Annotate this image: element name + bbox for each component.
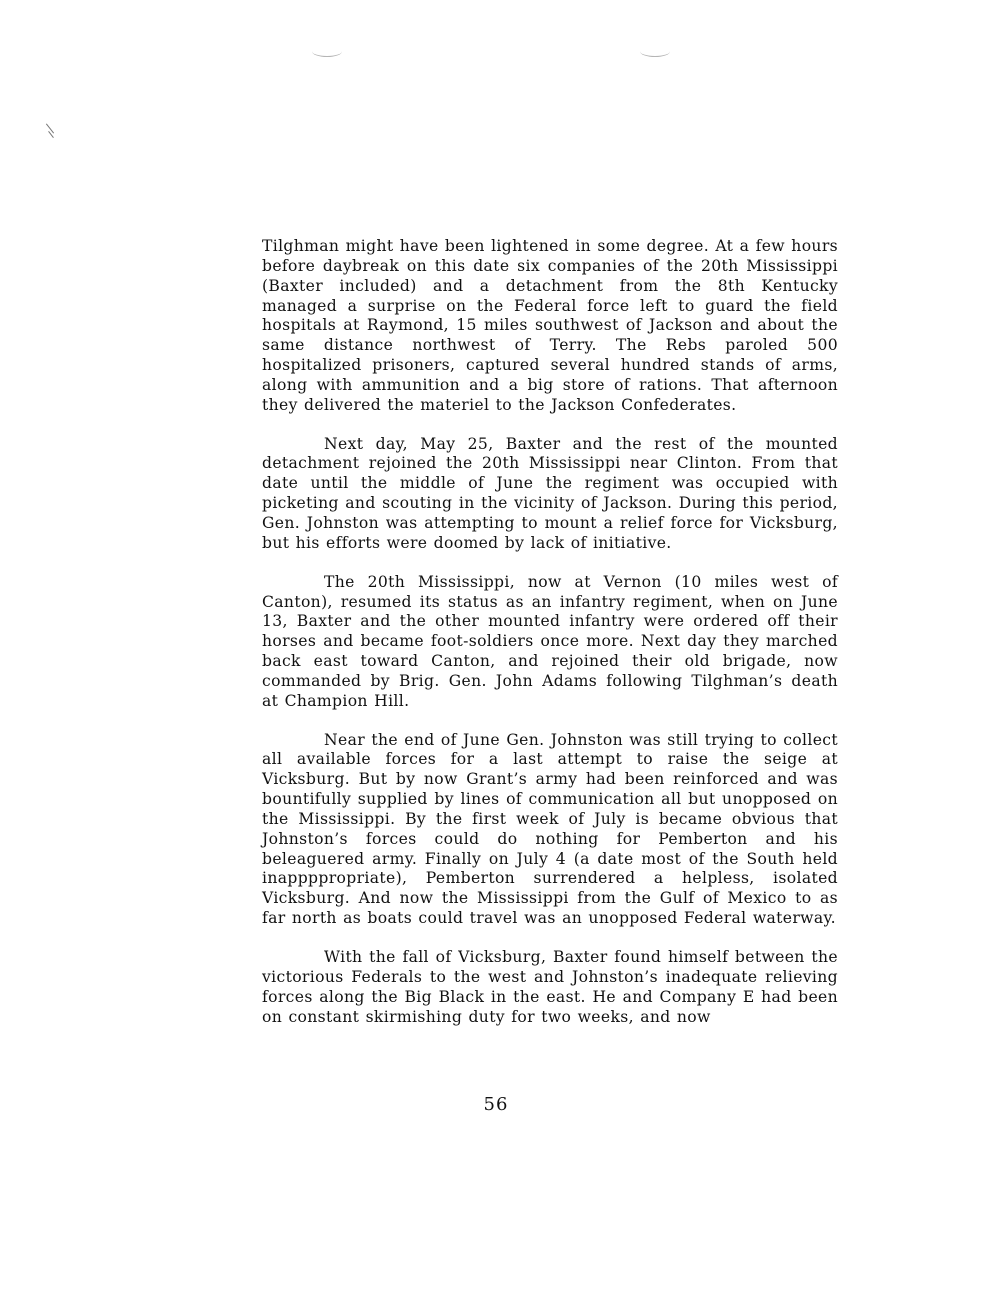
paragraph-continued: Tilghman might have been lightened in some degree. At a few hours before daybreak on this date six companies of the 20th Mississippi (Baxter included) and a detachment from the 8th Kentucky managed a surprise on the Federal force left to guard the field hospitals at Raymond, 15 miles southwest of Jackson and about the same distance northwest of Terry. The Rebs paroled 500 hospitalized prisoners, captured several hundred stands of arms, along with ammunition and a big store of rations. That afternoon they delivered the materiel to the Jackson Confederates. bbox=[262, 237, 838, 414]
paragraph: Next day, May 25, Baxter and the rest of the mounted detachment rejoined the 20th Mississippi near Clinton. From that date until the middle of June the regiment was occupied with picketing and scouting in the vicinity of Jackson. During this period, Gen. Johnston was attempting to mount a relief force for Vicksburg, but his efforts were doomed by lack of initiative. bbox=[262, 434, 838, 552]
body-text bbox=[262, 237, 838, 1046]
paragraph: The 20th Mississippi, now at Vernon (10 miles west of Canton), resumed its status as an infantry regiment, when on June 13, Baxter and the other mounted infantry were ordered off their horses and became foot-soldiers once more. Next day they marched back east toward Canton, and rejoined their old brigade, now commanded by Brig. Gen. John Adams following Tilghman’s death at Champion Hill. bbox=[262, 572, 838, 710]
scan-mark-right bbox=[640, 46, 670, 57]
page-number: 56 bbox=[483, 1094, 509, 1115]
scan-mark-left bbox=[312, 46, 342, 57]
paragraph: With the fall of Vicksburg, Baxter found himself between the victorious Federals to the west and Johnston’s inadequate relieving forces along the Big Black in the east. He and Company E had been on constant skirmishing duty for two weeks, and now bbox=[262, 948, 838, 1026]
paragraph: Near the end of June Gen. Johnston was still trying to collect all available forces for a last attempt to raise the seige at Vicksburg. But by now Grant’s army had been reinforced and was bountifully supplied by lines of communication all but unopposed on the Mississippi. By the first week of July is became obvious that Johnston’s forces could do nothing for Pemberton and his beleaguered army. Finally on July 4 (a date most of the South held inappppropriate), Pemberton surrendered a helpless, isolated Vicksburg. And now the Mississippi from the Gulf of Mexico to as far north as boats could travel was an unopposed Federal waterway. bbox=[262, 730, 838, 928]
